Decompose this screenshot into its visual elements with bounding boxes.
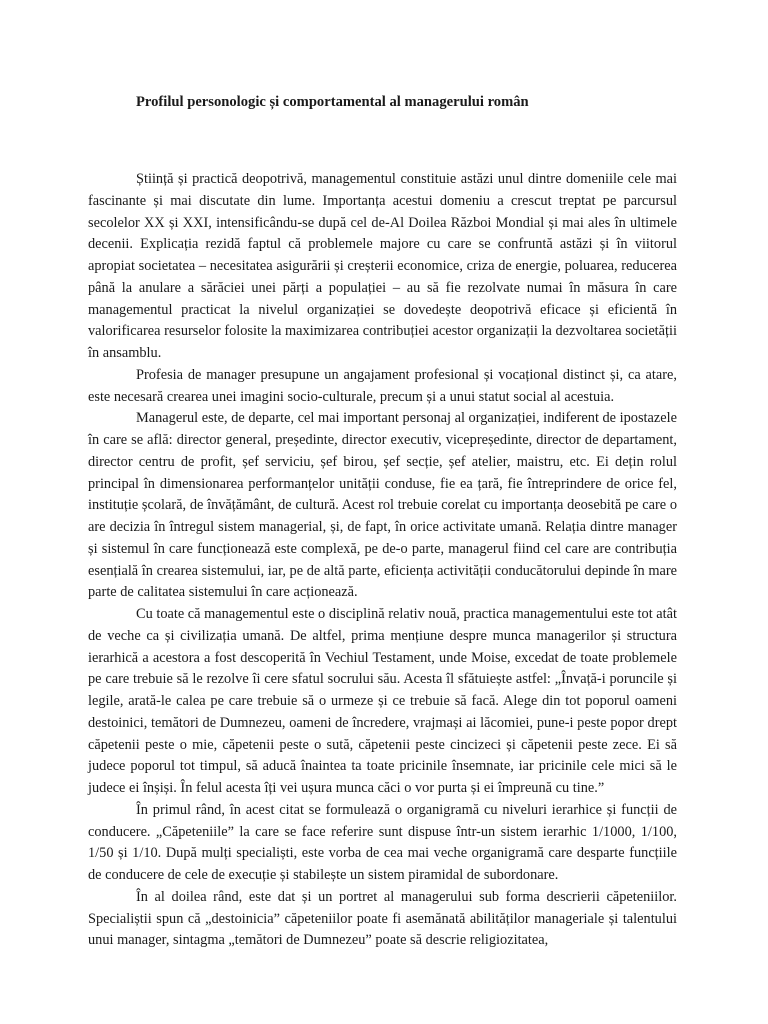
paragraph-5: În primul rând, în acest citat se formulează o organigramă cu niveluri ierarhice și funcții de conducere. „Căpeteniile” la care se face referire sunt dispuse într-un sistem ierarhic 1/1000, 1/100, 1/50 și 1/10. După mulți specialiști, este vorba de cea mai veche organigramă care desparte funcțiile de conducere de cele de execuție și stabilește un sistem piramidal de subordonare.: [88, 801, 677, 883]
document-body: [88, 169, 677, 952]
paragraph-3: Managerul este, de departe, cel mai important personaj al organizației, indiferent de ipostazele în care se află: director general, președinte, director executiv, vicepreședinte, director de departament, director centru de profit, șef serviciu, șef birou, șef secție, șef atelier, maistru, etc. Ei dețin rolul principal în dimensionarea performanțelor unității conduse, fie ea țară, fie întreprindere de orice fel, instituție școlară, de învățământ, de cultură. Acest rol trebuie corelat cu importanța deosebită pe care o are decizia în întregul sistem managerial, și, de fapt, în orice activitate umană. Relația dintre manager și sistemul în care funcționează este complexă, pe de-o parte, managerul fiind cel care are contribuția esențială în crearea sistemului, iar, pe de altă parte, eficiența activității conducătorului depinde în mare parte de calitatea sistemului în care acționează.: [88, 410, 677, 601]
paragraph-2: Profesia de manager presupune un angajament profesional și vocațional distinct și, ca atare, este necesară crearea unei imagini socio-culturale, precum și a unui statut social al acestuia.: [88, 366, 677, 405]
paragraph-6: În al doilea rând, este dat și un portret al managerului sub forma descrierii căpeteniilor. Specialiștii spun că „destoinicia” căpeteniilor poate fi asemănată abilităților manageriale și talentului unui manager, sintagma „temători de Dumnezeu” poate să descrie religiozitatea,: [88, 888, 677, 949]
paragraph-1: Știință și practică deopotrivă, managementul constituie astăzi unul dintre domeniile cele mai fascinante și mai discutate din lume. Importanța acestui domeniu a crescut treptat pe parcursul secolelor XX și XXI, intensificându-se după cel de-Al Doilea Război Mondial și mai ales în ultimele decenii. Explicația rezidă faptul că problemele majore cu care se confruntă astăzi și în viitorul apropiat societatea – necesitatea asigurării și creșterii economice, criza de energie, poluarea, reducerea până la anulare a sărăciei unei părți a populației – au să fie rezolvate numai în măsura în care managementul practicat la nivelul organizației se dovedește deopotrivă eficace și eficientă în valorificarea resurselor folosite la maximizarea contribuției acestor organizații la dezvoltarea societății în ansamblu.: [88, 171, 677, 361]
paragraph-4: Cu toate că managementul este o disciplină relativ nouă, practica managementului este tot atât de veche ca și civilizația umană. De altfel, prima mențiune despre munca managerilor și structura ierarhică a acestora a fost descoperită în Vechiul Testament, unde Moise, excedat de toate problemele pe care trebuie să le rezolve îi cere sfatul socrului său. Acesta îl sfătuiește astfel: „Învață-i poruncile și legile, arată-le calea pe care trebuie să o urmeze și ce trebuie să facă. Alege din tot poporul oameni destoinici, temători de Dumnezeu, oameni de încredere, vrajmași ai lăcomiei, pune-i peste popor drept căpetenii peste o mie, căpetenii peste o sută, căpetenii peste cincizeci și căpetenii peste zece. Ei să judece poporul tot timpul, să aducă înaintea ta toate pricinile însemnate, iar pricinile cele mici să le judece ei înșiși. În felul acesta îți vei ușura munca căci o vor purta și ei împreună cu tine.”: [88, 606, 677, 796]
document-title: Profilul personologic și comportamental al managerului român: [136, 94, 529, 110]
